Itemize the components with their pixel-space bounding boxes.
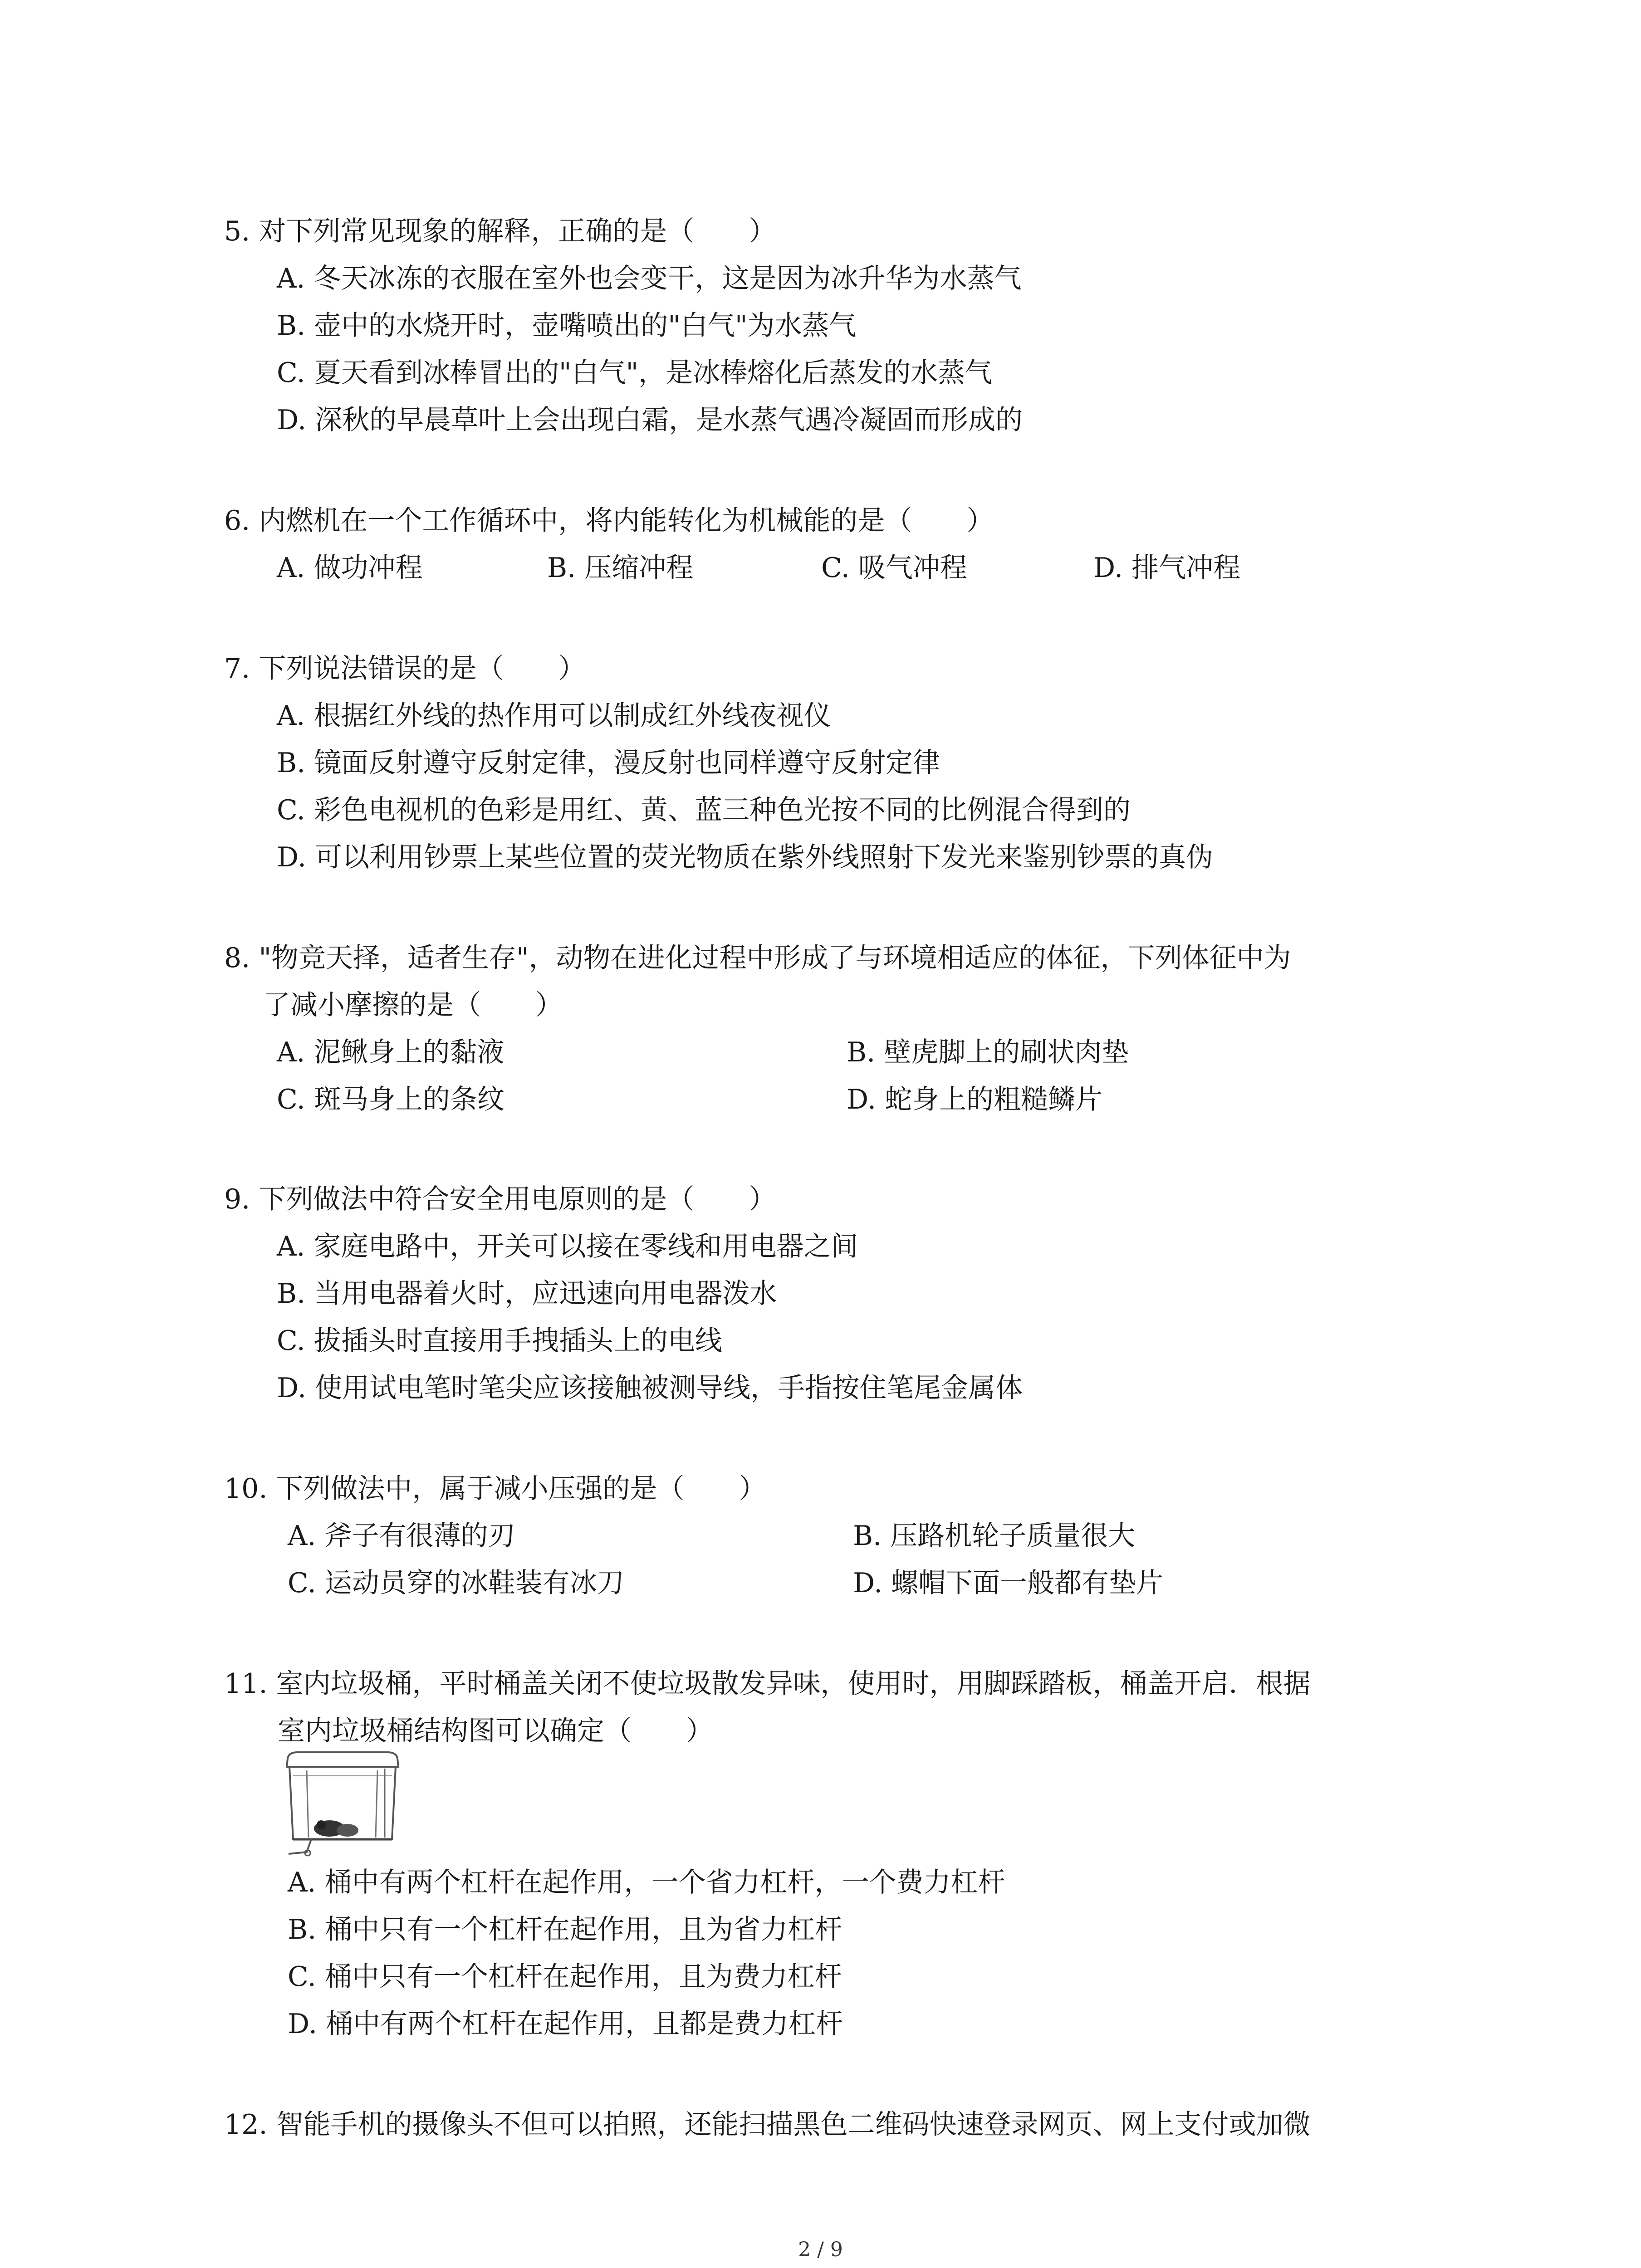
question-9-option-d: D. 使用试电笔时笔尖应该接触被测导线，手指按住笔尾金属体 [277,1372,1023,1404]
question-7-option-b: B. 镜面反射遵守反射定律，漫反射也同样遵守反射定律 [277,747,941,779]
question-8-option-c: C. 斑马身上的条纹 [277,1084,505,1115]
question-5-stem: 5. 对下列常见现象的解释，正确的是（ ） [224,215,776,247]
question-6-option-a: A. 做功冲程 [277,552,423,584]
question-11-stem-continued: 室内垃圾桶结构图可以确定（ ） [278,1715,713,1747]
question-8-stem: 8. "物竞天择，适者生存"，动物在进化过程中形成了与环境相适应的体征，下列体征中为 [224,942,1291,974]
question-10-option-a: A. 斧子有很薄的刃 [288,1520,515,1552]
question-9-option-b: B. 当用电器着火时，应迅速向用电器泼水 [277,1278,777,1310]
page-number: 2 / 9 [798,2238,843,2261]
question-9-stem: 9. 下列做法中符合安全用电原则的是（ ） [224,1183,776,1215]
question-8-option-a: A. 泥鳅身上的黏液 [277,1036,505,1068]
question-11-option-d: D. 桶中有两个杠杆在起作用，且都是费力杠杆 [288,2008,843,2040]
question-7-option-d: D. 可以利用钞票上某些位置的荧光物质在紫外线照射下发光来鉴别钞票的真伪 [277,841,1214,873]
question-7-stem: 7. 下列说法错误的是（ ） [224,653,586,684]
question-11-stem: 11. 室内垃圾桶，平时桶盖关闭不使垃圾散发异味，使用时，用脚踩踏板，桶盖开启．根据 [224,1668,1311,1700]
question-5-option-d: D. 深秋的早晨草叶上会出现白霜，是水蒸气遇冷凝固而形成的 [277,404,1023,436]
question-6-option-b: B. 压缩冲程 [547,552,694,584]
question-9-option-a: A. 家庭电路中，开关可以接在零线和用电器之间 [277,1231,858,1262]
question-5-option-a: A. 冬天冰冻的衣服在室外也会变干，这是因为冰升华为水蒸气 [277,263,1022,294]
question-10-option-d: D. 螺帽下面一般都有垫片 [853,1567,1164,1599]
question-6-option-c: C. 吸气冲程 [821,552,967,584]
question-6-stem: 6. 内燃机在一个工作循环中，将内能转化为机械能的是（ ） [224,505,994,537]
question-7-option-a: A. 根据红外线的热作用可以制成红外线夜视仪 [277,700,831,732]
question-8-option-d: D. 蛇身上的粗糙鳞片 [847,1084,1103,1115]
trash-can-structure-figure [279,1749,404,1860]
question-8-stem-continued: 了减小摩擦的是（ ） [263,989,563,1021]
question-12-stem: 12. 智能手机的摄像头不但可以拍照，还能扫描黑色二维码快速登录网页、网上支付或加微 [224,2109,1311,2141]
question-9-option-c: C. 拔插头时直接用手拽插头上的电线 [277,1325,722,1357]
question-11-option-b: B. 桶中只有一个杠杆在起作用，且为省力杠杆 [288,1914,843,1945]
question-8-option-b: B. 壁虎脚上的刷状肉垫 [847,1036,1129,1068]
question-11-option-c: C. 桶中只有一个杠杆在起作用，且为费力杠杆 [288,1961,842,1993]
question-5-option-b: B. 壶中的水烧开时，壶嘴喷出的"白气"为水蒸气 [277,310,857,342]
question-10-stem: 10. 下列做法中，属于减小压强的是（ ） [224,1473,766,1505]
question-7-option-c: C. 彩色电视机的色彩是用红、黄、蓝三种色光按不同的比例混合得到的 [277,794,1131,826]
question-6-option-d: D. 排气冲程 [1093,552,1241,584]
question-10-option-c: C. 运动员穿的冰鞋装有冰刀 [288,1567,624,1599]
question-5-option-c: C. 夏天看到冰棒冒出的"白气"，是冰棒熔化后蒸发的水蒸气 [277,357,993,389]
question-10-option-b: B. 压路机轮子质量很大 [853,1520,1136,1552]
question-11-option-a: A. 桶中有两个杠杆在起作用，一个省力杠杆，一个费力杠杆 [288,1867,1005,1898]
